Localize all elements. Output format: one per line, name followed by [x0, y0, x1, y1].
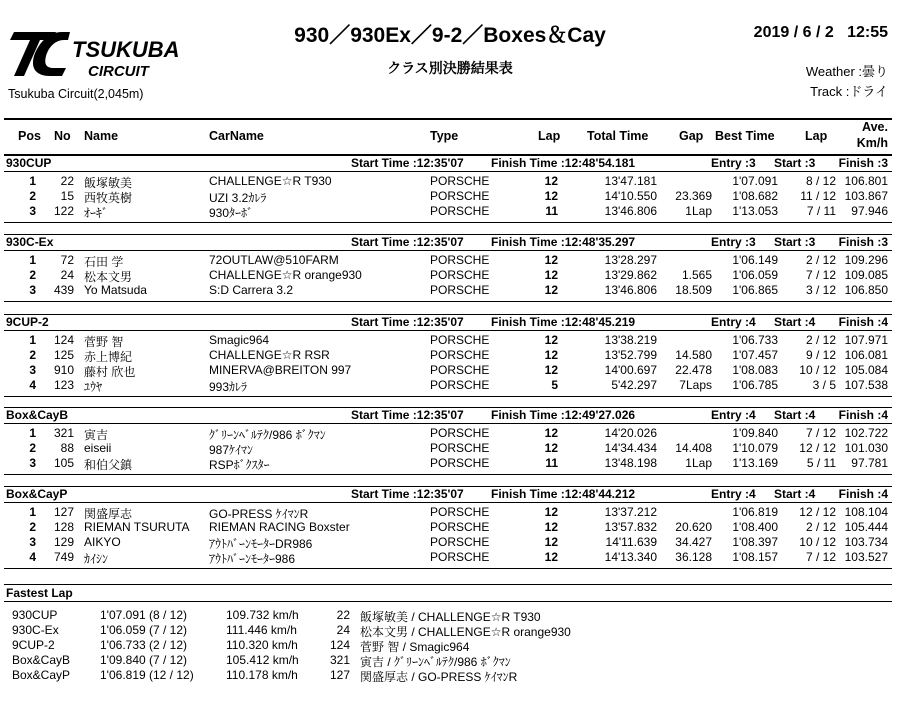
cell-best-time: 1'08.682 — [732, 189, 778, 203]
cell-type: PORSCHE — [430, 348, 490, 362]
col-ave-1: Ave. — [862, 120, 888, 134]
fl-class: 9CUP-2 — [12, 638, 55, 652]
cell-driver: 西牧英樹 — [84, 191, 133, 205]
cell-best-lap: 10 / 12 — [799, 535, 836, 549]
class-entry: Entry :3 — [711, 235, 756, 249]
class-start-count: Start :3 — [774, 156, 816, 170]
cell-no: 123 — [53, 378, 74, 392]
cell-total-time: 13'46.806 — [604, 283, 657, 297]
cell-best-lap: 7 / 12 — [805, 550, 836, 564]
result-row — [4, 174, 892, 189]
cell-type: PORSCHE — [430, 283, 490, 297]
cell-laps: 12 — [544, 189, 558, 203]
cell-driver: 石田 学 — [84, 255, 124, 269]
circuit-name: Tsukuba Circuit(2,045m) — [8, 87, 144, 101]
fl-speed: 109.732 km/h — [226, 608, 299, 622]
cell-laps: 12 — [544, 441, 558, 455]
cell-ave-speed: 106.081 — [844, 348, 888, 362]
class-finish-count: Finish :4 — [838, 408, 888, 422]
cell-best-lap: 8 / 12 — [805, 174, 836, 188]
cell-carname: MINERVA@BREITON 997 — [209, 363, 352, 377]
cell-ave-speed: 106.850 — [844, 283, 888, 297]
class-header — [4, 234, 892, 251]
cell-laps: 11 — [545, 456, 558, 470]
cell-pos: 3 — [29, 363, 36, 377]
cell-ave-speed: 101.030 — [844, 441, 888, 455]
report-time: 12:55 — [847, 24, 888, 41]
cell-driver: RIEMAN TSURUTA — [84, 520, 190, 534]
cell-ave-speed: 107.538 — [844, 378, 888, 392]
cell-ave-speed: 106.801 — [844, 174, 888, 188]
cell-total-time: 14'20.026 — [604, 426, 657, 440]
col-carname: CarName — [209, 129, 264, 143]
class-start-count: Start :3 — [774, 235, 816, 249]
class-start-count: Start :4 — [774, 408, 816, 422]
cell-total-time: 13'46.806 — [604, 204, 657, 218]
class-block-divider — [4, 396, 892, 397]
class-finish-time: Finish Time :12:48'35.297 — [491, 235, 636, 249]
cell-ave-speed: 108.104 — [844, 505, 888, 519]
col-pos: Pos — [18, 129, 41, 143]
fl-no: 24 — [336, 623, 350, 637]
cell-ave-speed: 97.781 — [851, 456, 888, 470]
cell-carname: CHALLENGE☆R T930 — [209, 174, 332, 188]
cell-best-time: 1'13.169 — [732, 456, 778, 470]
cell-no: 129 — [53, 535, 74, 549]
class-finish-time: Finish Time :12:48'45.219 — [491, 315, 636, 329]
cell-ave-speed: 107.971 — [844, 333, 888, 347]
class-header — [4, 155, 892, 172]
cell-best-lap: 12 / 12 — [799, 441, 836, 455]
col-ave-2: Km/h — [856, 136, 888, 150]
weather: Weather :曇り — [805, 64, 888, 79]
cell-total-time: 13'37.212 — [604, 505, 657, 519]
cell-best-time: 1'08.397 — [732, 535, 778, 549]
cell-no: 128 — [53, 520, 74, 534]
col-name: Name — [84, 129, 119, 143]
cell-pos: 3 — [29, 204, 36, 218]
col-best-lap: Lap — [805, 129, 828, 143]
class-finish-count: Finish :4 — [838, 487, 888, 501]
class-block-divider — [4, 568, 892, 569]
cell-best-time: 1'07.091 — [732, 174, 778, 188]
cell-type: PORSCHE — [430, 363, 490, 377]
cell-laps: 11 — [545, 204, 558, 218]
cell-carname: RSPﾎﾞｸｽﾀｰ — [209, 458, 270, 472]
cell-best-time: 1'09.840 — [732, 426, 778, 440]
class-header — [4, 407, 892, 424]
cell-laps: 12 — [544, 348, 558, 362]
class-start-time: Start Time :12:35'07 — [351, 315, 464, 329]
cell-type: PORSCHE — [430, 550, 490, 564]
class-start-time: Start Time :12:35'07 — [351, 487, 464, 501]
cell-type: PORSCHE — [430, 189, 490, 203]
cell-laps: 12 — [544, 333, 558, 347]
cell-pos: 1 — [29, 333, 36, 347]
cell-gap: 7Laps — [679, 378, 712, 392]
cell-best-time: 1'08.157 — [732, 550, 778, 564]
result-row — [4, 363, 892, 378]
logo-text: TSUKUBA — [72, 37, 180, 62]
cell-carname: ｸﾞﾘｰﾝﾍﾞﾙﾃｸ/986 ﾎﾞｸﾏﾝ — [209, 428, 326, 442]
class-start-time: Start Time :12:35'07 — [351, 235, 464, 249]
cell-carname: 987ｹｲﾏﾝ — [209, 443, 254, 457]
cell-driver: Yo Matsuda — [84, 283, 147, 297]
col-total-time: Total Time — [587, 129, 649, 143]
result-row — [4, 505, 892, 520]
class-start-time: Start Time :12:35'07 — [351, 156, 464, 170]
cell-carname: 930ﾀｰﾎﾞ — [209, 206, 254, 220]
cell-no: 24 — [60, 268, 74, 282]
cell-type: PORSCHE — [430, 456, 490, 470]
cell-type: PORSCHE — [430, 253, 490, 267]
cell-total-time: 13'52.799 — [604, 348, 657, 362]
cell-best-lap: 10 / 12 — [799, 363, 836, 377]
class-name: Box&CayP — [6, 487, 68, 501]
page-title: 930／930Ex／9-2／Boxes＆Cay — [294, 24, 606, 47]
cell-best-time: 1'13.053 — [732, 204, 778, 218]
cell-pos: 2 — [29, 441, 36, 455]
cell-carname: 993ｶﾚﾗ — [209, 380, 248, 394]
fastest-lap-row — [4, 623, 892, 638]
cell-laps: 12 — [544, 283, 558, 297]
cell-total-time: 13'29.862 — [604, 268, 657, 282]
cell-type: PORSCHE — [430, 333, 490, 347]
cell-driver: 赤上博紀 — [84, 350, 133, 364]
cell-gap: 14.408 — [675, 441, 712, 455]
cell-gap: 22.478 — [675, 363, 712, 377]
result-row — [4, 535, 892, 550]
cell-driver: 関盛厚志 — [84, 507, 133, 521]
cell-carname: RIEMAN RACING Boxster — [209, 520, 350, 534]
cell-total-time: 13'47.181 — [604, 174, 657, 188]
cell-carname: 72OUTLAW@510FARM — [209, 253, 339, 267]
fl-no: 124 — [329, 638, 350, 652]
report-date: 2019 / 6 / 2 — [753, 24, 834, 41]
cell-laps: 12 — [544, 268, 558, 282]
cell-no: 321 — [53, 426, 74, 440]
fl-speed: 111.446 km/h — [226, 623, 297, 637]
cell-ave-speed: 102.722 — [844, 426, 888, 440]
cell-driver: 松本文男 — [84, 270, 133, 284]
fastest-lap-row — [4, 608, 892, 623]
cell-best-lap: 3 / 5 — [812, 378, 836, 392]
cell-gap: 20.620 — [675, 520, 712, 534]
cell-pos: 2 — [29, 348, 36, 362]
fl-driver-car: 飯塚敏美 / CHALLENGE☆R T930 — [360, 610, 541, 624]
class-header — [4, 486, 892, 503]
fl-no: 321 — [329, 653, 350, 667]
result-row — [4, 268, 892, 283]
cell-laps: 12 — [544, 174, 558, 188]
cell-gap: 14.580 — [675, 348, 712, 362]
cell-pos: 2 — [29, 520, 36, 534]
cell-driver: ｵｰｷﾞ — [84, 206, 109, 220]
cell-no: 125 — [53, 348, 74, 362]
page-subtitle: クラス別決勝結果表 — [387, 60, 513, 76]
cell-pos: 1 — [29, 426, 36, 440]
cell-type: PORSCHE — [430, 174, 490, 188]
cell-ave-speed: 103.867 — [844, 189, 888, 203]
class-name: 9CUP-2 — [6, 315, 49, 329]
cell-best-lap: 3 / 12 — [805, 283, 836, 297]
cell-laps: 12 — [544, 363, 558, 377]
cell-driver: eiseii — [84, 441, 112, 455]
cell-best-time: 1'06.865 — [732, 283, 778, 297]
class-finish-count: Finish :4 — [838, 315, 888, 329]
cell-best-lap: 7 / 12 — [805, 426, 836, 440]
cell-ave-speed: 109.085 — [844, 268, 888, 282]
col-lap: Lap — [538, 129, 561, 143]
cell-best-time: 1'06.819 — [732, 505, 778, 519]
class-finish-time: Finish Time :12:49'27.026 — [491, 408, 636, 422]
cell-best-time: 1'06.785 — [732, 378, 778, 392]
fl-class: 930CUP — [12, 608, 58, 622]
fastest-lap-header — [4, 584, 892, 602]
fl-speed: 105.412 km/h — [226, 653, 299, 667]
cell-driver: 菅野 智 — [84, 335, 124, 349]
result-row — [4, 348, 892, 363]
class-start-count: Start :4 — [774, 315, 816, 329]
cell-best-lap: 11 / 12 — [800, 189, 836, 203]
class-start-time: Start Time :12:35'07 — [351, 408, 464, 422]
report-datetime — [754, 24, 888, 42]
result-row — [4, 204, 892, 219]
cell-best-time: 1'06.733 — [732, 333, 778, 347]
cell-carname: ｱｳﾄﾊﾞｰﾝﾓｰﾀｰDR986 — [209, 537, 313, 551]
cell-no: 749 — [53, 550, 74, 564]
cell-driver: 飯塚敏美 — [84, 176, 133, 190]
cell-no: 127 — [53, 505, 74, 519]
cell-total-time: 14'34.434 — [604, 441, 657, 455]
cell-type: PORSCHE — [430, 535, 490, 549]
cell-no: 88 — [60, 441, 74, 455]
cell-best-time: 1'08.083 — [732, 363, 778, 377]
cell-no: 910 — [53, 363, 74, 377]
cell-best-time: 1'07.457 — [732, 348, 778, 362]
result-row — [4, 378, 892, 393]
fl-time: 1'07.091 (8 / 12) — [100, 608, 188, 622]
class-name: 930C-Ex — [6, 235, 54, 249]
cell-no: 15 — [60, 189, 74, 203]
cell-ave-speed: 109.296 — [844, 253, 888, 267]
fl-class: Box&CayB — [12, 653, 71, 667]
fl-class: 930C-Ex — [12, 623, 59, 637]
cell-type: PORSCHE — [430, 268, 490, 282]
cell-total-time: 13'28.297 — [604, 253, 657, 267]
cell-total-time: 13'57.832 — [604, 520, 657, 534]
cell-total-time: 13'38.219 — [604, 333, 657, 347]
cell-driver: AIKYO — [84, 535, 121, 549]
cell-total-time: 14'13.340 — [604, 550, 657, 564]
col-type: Type — [430, 129, 459, 143]
cell-carname: CHALLENGE☆R RSR — [209, 348, 330, 362]
cell-laps: 12 — [544, 426, 558, 440]
cell-total-time: 14'11.639 — [605, 535, 657, 549]
cell-pos: 3 — [29, 283, 36, 297]
cell-best-time: 1'06.149 — [732, 253, 778, 267]
cell-total-time: 14'00.697 — [604, 363, 657, 377]
cell-pos: 1 — [29, 253, 36, 267]
cell-best-lap: 7 / 11 — [806, 204, 836, 218]
cell-driver: ｶｲｼﾝ — [84, 552, 109, 566]
class-block-divider — [4, 222, 892, 223]
cell-laps: 12 — [544, 253, 558, 267]
fl-speed: 110.320 km/h — [226, 638, 298, 652]
cell-ave-speed: 103.527 — [844, 550, 888, 564]
class-name: 930CUP — [6, 156, 52, 170]
cell-gap: 1Lap — [685, 456, 712, 470]
cell-best-lap: 12 / 12 — [799, 505, 836, 519]
class-entry: Entry :4 — [711, 315, 756, 329]
cell-pos: 4 — [29, 378, 36, 392]
cell-ave-speed: 97.946 — [851, 204, 888, 218]
logo-subtext: CIRCUIT — [88, 63, 149, 80]
cell-type: PORSCHE — [430, 204, 490, 218]
cell-pos: 1 — [29, 174, 36, 188]
class-finish-time: Finish Time :12:48'44.212 — [491, 487, 636, 501]
cell-driver: 寅吉 — [84, 428, 109, 442]
cell-best-time: 1'10.079 — [732, 441, 778, 455]
cell-no: 22 — [60, 174, 74, 188]
results-table-header — [4, 118, 892, 156]
cell-pos: 2 — [29, 268, 36, 282]
cell-best-lap: 9 / 12 — [805, 348, 836, 362]
cell-carname: CHALLENGE☆R orange930 — [209, 268, 362, 282]
cell-pos: 3 — [29, 535, 36, 549]
cell-carname: Smagic964 — [209, 333, 270, 347]
class-start-count: Start :4 — [774, 487, 816, 501]
result-row — [4, 253, 892, 268]
fastest-lap-title: Fastest Lap — [6, 586, 73, 600]
cell-gap: 34.427 — [675, 535, 712, 549]
class-entry: Entry :4 — [711, 408, 756, 422]
class-name: Box&CayB — [6, 408, 69, 422]
cell-best-lap: 5 / 11 — [806, 456, 836, 470]
result-row — [4, 333, 892, 348]
cell-gap: 36.128 — [675, 550, 712, 564]
class-header — [4, 314, 892, 331]
fastest-lap-row — [4, 668, 892, 683]
class-finish-time: Finish Time :12:48'54.181 — [491, 156, 636, 170]
cell-laps: 5 — [551, 378, 558, 392]
cell-best-lap: 2 / 12 — [805, 253, 836, 267]
class-block-divider — [4, 301, 892, 302]
fl-speed: 110.178 km/h — [226, 668, 298, 682]
cell-driver: ﾕｳﾔ — [84, 380, 103, 394]
fl-no: 22 — [336, 608, 350, 622]
fastest-lap-row — [4, 638, 892, 653]
cell-no: 105 — [53, 456, 74, 470]
cell-type: PORSCHE — [430, 378, 490, 392]
fl-driver-car: 菅野 智 / Smagic964 — [360, 640, 470, 654]
cell-total-time: 13'48.198 — [604, 456, 657, 470]
cell-best-lap: 2 / 12 — [805, 520, 836, 534]
cell-pos: 2 — [29, 189, 36, 203]
result-row — [4, 426, 892, 441]
cell-laps: 12 — [544, 535, 558, 549]
cell-ave-speed: 105.084 — [844, 363, 888, 377]
class-finish-count: Finish :3 — [838, 235, 888, 249]
cell-carname: GO-PRESS ｹｲﾏﾝR — [209, 507, 309, 521]
cell-laps: 12 — [544, 550, 558, 564]
fl-driver-car: 関盛厚志 / GO-PRESS ｹｲﾏﾝR — [360, 670, 518, 684]
cell-ave-speed: 105.444 — [844, 520, 888, 534]
cell-best-time: 1'08.400 — [732, 520, 778, 534]
cell-type: PORSCHE — [430, 505, 490, 519]
fl-driver-car: 松本文男 / CHALLENGE☆R orange930 — [360, 625, 571, 639]
cell-carname: ｱｳﾄﾊﾞｰﾝﾓｰﾀｰ986 — [209, 552, 296, 566]
fl-time: 1'06.059 (7 / 12) — [100, 623, 188, 637]
cell-gap: 23.369 — [675, 189, 712, 203]
result-row — [4, 550, 892, 565]
cell-type: PORSCHE — [430, 426, 490, 440]
class-finish-count: Finish :3 — [838, 156, 888, 170]
cell-laps: 12 — [544, 520, 558, 534]
fl-no: 127 — [329, 668, 350, 682]
class-entry: Entry :3 — [711, 156, 756, 170]
class-entry: Entry :4 — [711, 487, 756, 501]
cell-no: 124 — [53, 333, 74, 347]
cell-gap: 1.565 — [681, 268, 712, 282]
cell-no: 439 — [53, 283, 74, 297]
cell-total-time: 5'42.297 — [611, 378, 657, 392]
cell-carname: UZI 3.2ｶﾚﾗ — [209, 191, 267, 205]
cell-best-lap: 7 / 12 — [805, 268, 836, 282]
class-block-divider — [4, 474, 892, 475]
fl-driver-car: 寅吉 / ｸﾞﾘｰﾝﾍﾞﾙﾃｸ/986 ﾎﾞｸﾏﾝ — [360, 655, 511, 669]
fl-time: 1'06.733 (2 / 12) — [100, 638, 188, 652]
cell-total-time: 14'10.550 — [604, 189, 657, 203]
cell-driver: 藤村 欣也 — [84, 365, 136, 379]
fl-time: 1'06.819 (12 / 12) — [100, 668, 194, 682]
result-row — [4, 520, 892, 535]
cell-best-time: 1'06.059 — [732, 268, 778, 282]
cell-driver: 和伯父鎮 — [84, 458, 133, 472]
col-no: No — [54, 129, 71, 143]
cell-type: PORSCHE — [430, 441, 490, 455]
result-row — [4, 441, 892, 456]
result-row — [4, 456, 892, 471]
cell-type: PORSCHE — [430, 520, 490, 534]
cell-laps: 12 — [544, 505, 558, 519]
cell-no: 122 — [53, 204, 74, 218]
cell-ave-speed: 103.734 — [844, 535, 888, 549]
cell-carname: S:D Carrera 3.2 — [209, 283, 294, 297]
cell-pos: 4 — [29, 550, 36, 564]
col-gap: Gap — [679, 129, 704, 143]
cell-pos: 3 — [29, 456, 36, 470]
fastest-lap-row — [4, 653, 892, 668]
result-row — [4, 283, 892, 298]
cell-no: 72 — [60, 253, 74, 267]
result-row — [4, 189, 892, 204]
col-best-time: Best Time — [715, 129, 775, 143]
fl-class: Box&CayP — [12, 668, 71, 682]
fl-time: 1'09.840 (7 / 12) — [100, 653, 188, 667]
cell-best-lap: 2 / 12 — [805, 333, 836, 347]
cell-gap: 18.509 — [675, 283, 712, 297]
cell-gap: 1Lap — [685, 204, 712, 218]
track-condition: Track :ドライ — [810, 84, 888, 99]
cell-pos: 1 — [29, 505, 36, 519]
